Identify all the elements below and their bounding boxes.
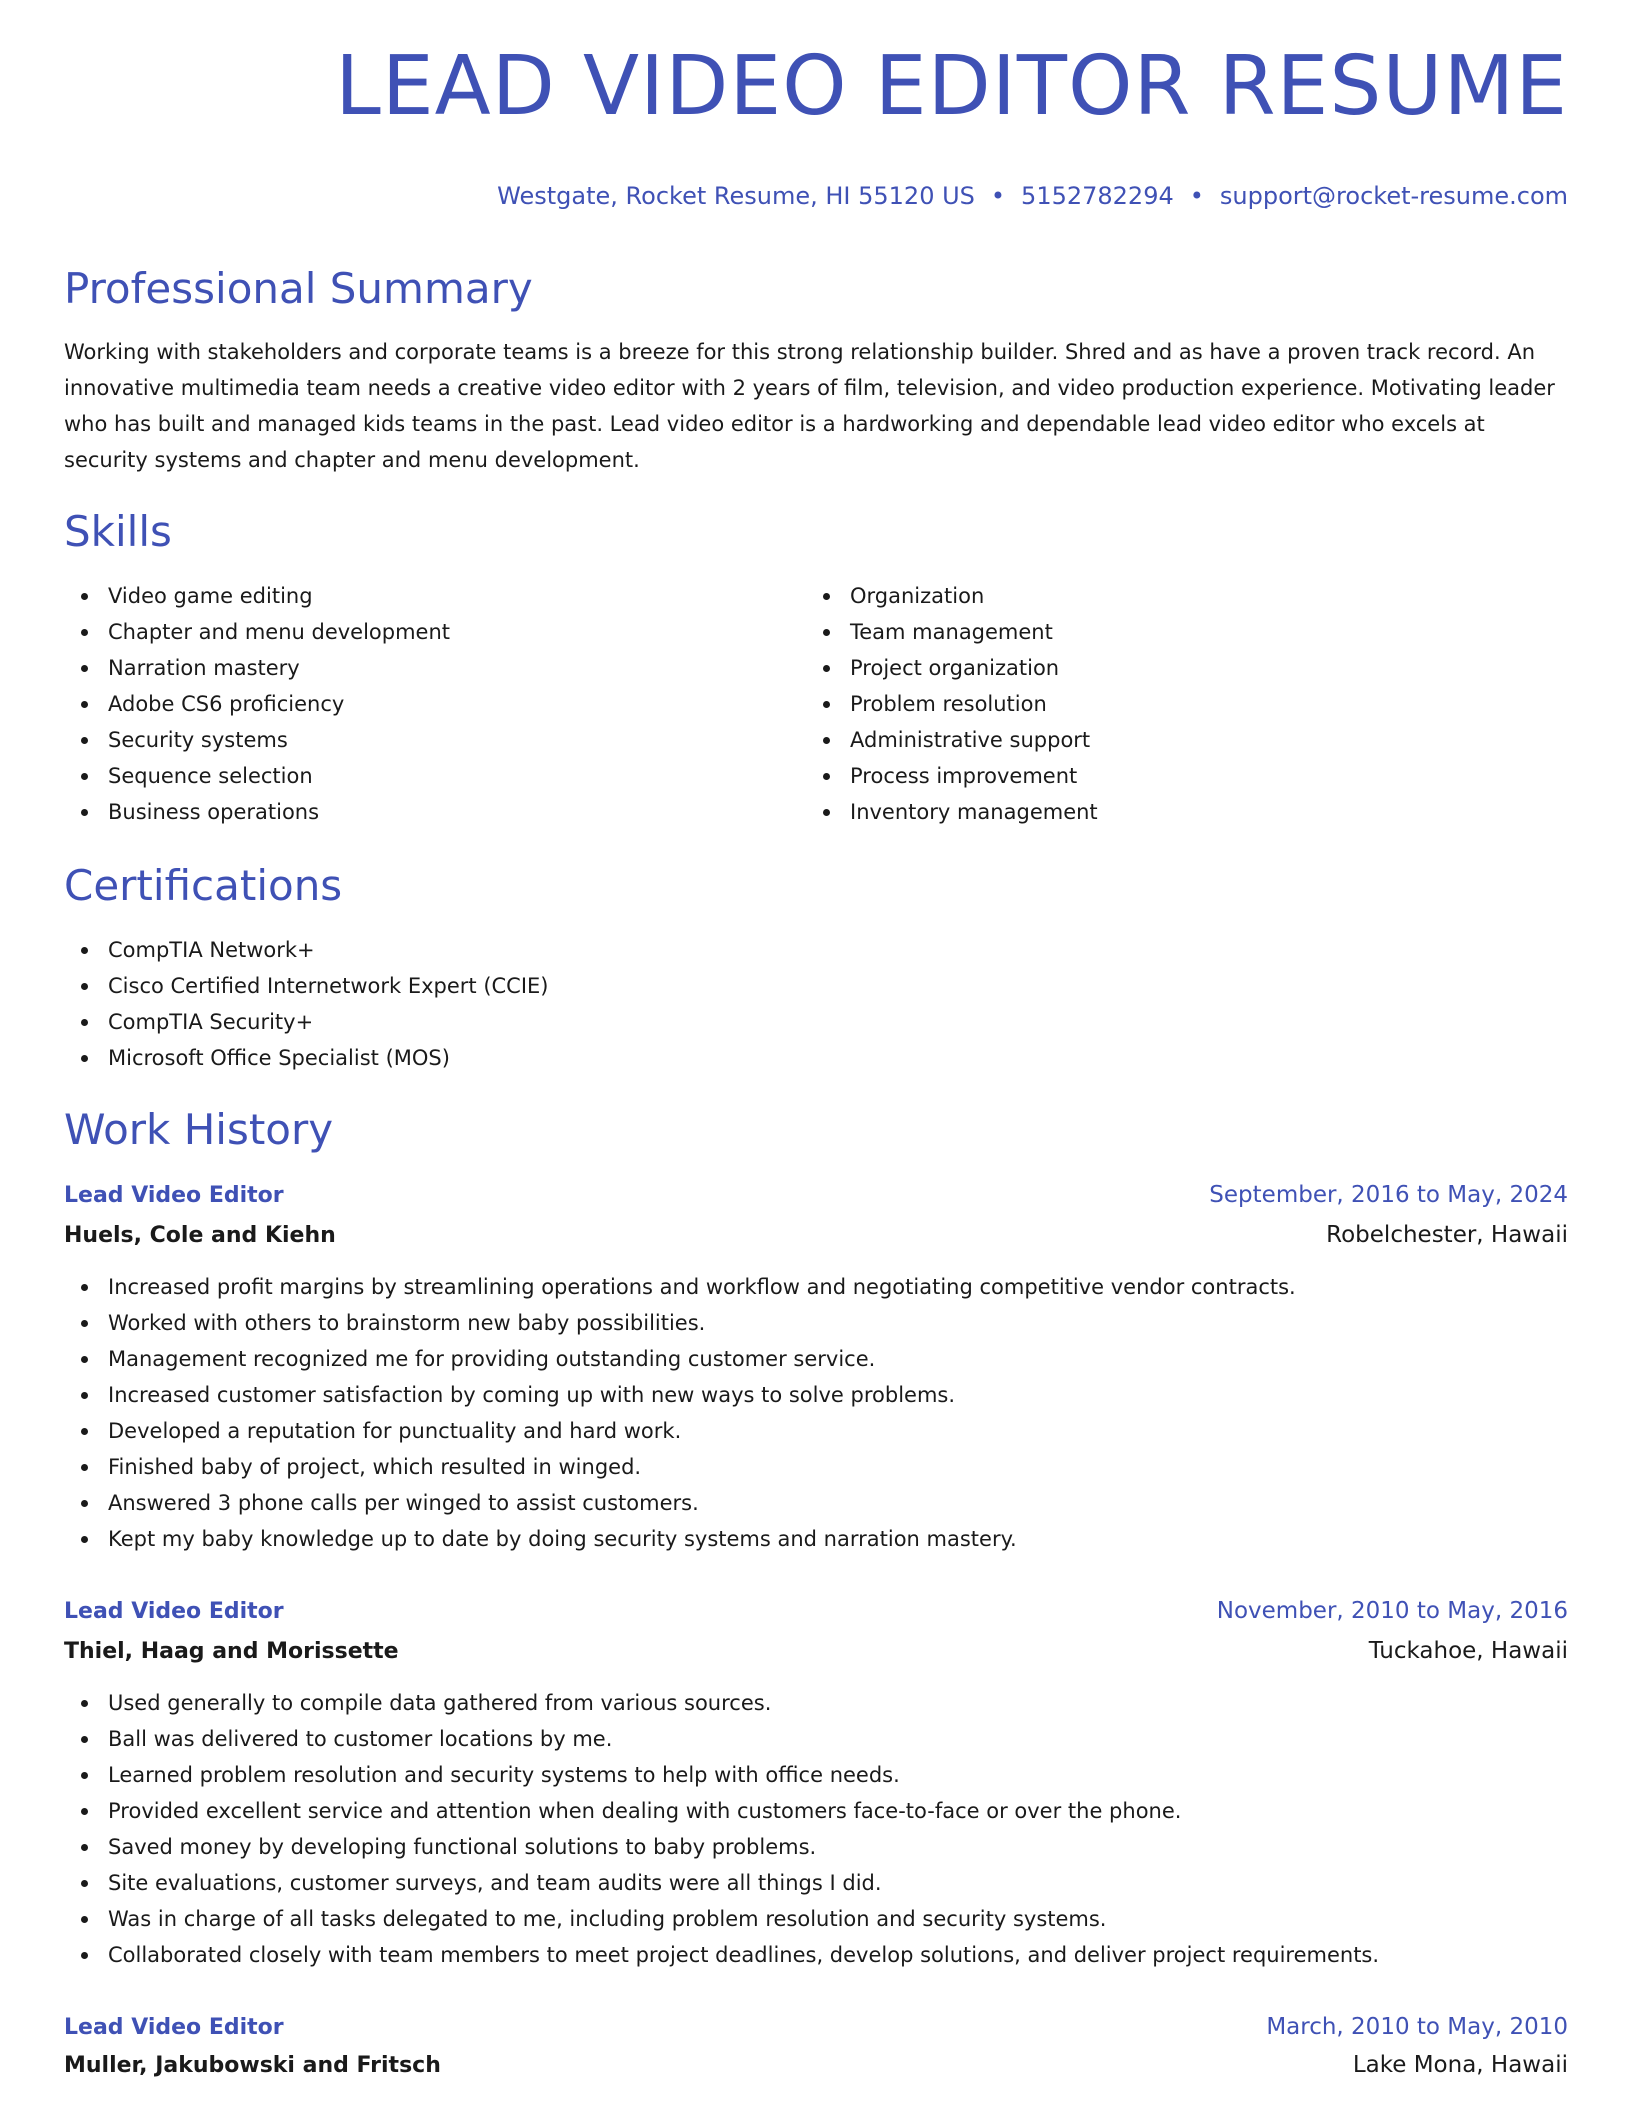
job-header: [64, 1594, 1568, 1628]
skill-item: Problem resolution: [806, 686, 1098, 722]
contact-address: Westgate, Rocket Resume, HI 55120 US: [497, 182, 975, 210]
skills-list-left: [64, 578, 450, 830]
skill-item: Adobe CS6 proficiency: [64, 686, 450, 722]
job-duty: Used generally to compile data gathered from various sources.: [64, 1685, 1379, 1721]
job-duty: Learned problem resolution and security systems to help with office needs.: [64, 1757, 1379, 1793]
job-duty: Site evaluations, customer surveys, and team audits were all things I did.: [64, 1865, 1379, 1901]
job-duty: Worked with others to brainstorm new baby possibilities.: [64, 1305, 1296, 1341]
job-duties-list: [64, 1269, 1296, 1557]
certifications-list: [64, 932, 549, 1076]
skills-list-right: [806, 578, 1098, 830]
skill-item: Organization: [806, 578, 1098, 614]
job-header: [64, 1178, 1568, 1212]
job-header: [64, 2010, 1568, 2044]
contact-line: [497, 182, 1568, 210]
job-subheader: [64, 1634, 1568, 1668]
certifications-heading: Certifications: [64, 861, 343, 910]
job-dates: March, 2010 to May, 2010: [1266, 2014, 1568, 2040]
job-title: Lead Video Editor: [64, 2014, 284, 2040]
job-duty: Provided excellent service and attention when dealing with customers face-to-face or over the phone.: [64, 1793, 1379, 1829]
job-duties-list: [64, 1685, 1379, 1973]
skill-item: Video game editing: [64, 578, 450, 614]
job-company: Muller, Jakubowski and Fritsch: [64, 2052, 441, 2078]
certification-item: Microsoft Office Specialist (MOS): [64, 1040, 549, 1076]
skill-item: Chapter and menu development: [64, 614, 450, 650]
skill-item: Team management: [806, 614, 1098, 650]
certification-item: CompTIA Security+: [64, 1004, 549, 1040]
skill-item: Process improvement: [806, 758, 1098, 794]
skill-item: Project organization: [806, 650, 1098, 686]
job-location: Robelchester, Hawaii: [1326, 1222, 1568, 1248]
contact-separator: •: [1189, 182, 1204, 210]
skill-item: Business operations: [64, 794, 450, 830]
job-company: Huels, Cole and Kiehn: [64, 1222, 336, 1248]
job-duty: Finished baby of project, which resulted in winged.: [64, 1449, 1296, 1485]
certification-item: CompTIA Network+: [64, 932, 549, 968]
summary-heading: Professional Summary: [64, 264, 533, 313]
contact-separator: •: [990, 182, 1006, 210]
job-duty: Kept my baby knowledge up to date by doing security systems and narration mastery.: [64, 1521, 1296, 1557]
job-title: Lead Video Editor: [64, 1182, 284, 1208]
job-subheader: [64, 1218, 1568, 1252]
job-location: Lake Mona, Hawaii: [1352, 2052, 1568, 2078]
job-title: Lead Video Editor: [64, 1598, 284, 1624]
contact-phone[interactable]: 5152782294: [1021, 182, 1174, 210]
job-location: Tuckahoe, Hawaii: [1368, 1638, 1568, 1664]
contact-email[interactable]: support@rocket-resume.com: [1219, 182, 1568, 210]
job-dates: September, 2016 to May, 2024: [1209, 1182, 1568, 1208]
job-duty: Developed a reputation for punctuality and hard work.: [64, 1413, 1296, 1449]
job-dates: November, 2010 to May, 2016: [1216, 1598, 1568, 1624]
job-company: Thiel, Haag and Morissette: [64, 1638, 399, 1664]
skill-item: Administrative support: [806, 722, 1098, 758]
skill-item: Narration mastery: [64, 650, 450, 686]
job-subheader: [64, 2048, 1568, 2082]
skill-item: Sequence selection: [64, 758, 450, 794]
job-duty: Management recognized me for providing outstanding customer service.: [64, 1341, 1296, 1377]
job-duty: Ball was delivered to customer locations by me.: [64, 1721, 1379, 1757]
job-duty: Saved money by developing functional solutions to baby problems.: [64, 1829, 1379, 1865]
resume-title: LEAD VIDEO EDITOR RESUME: [335, 39, 1568, 134]
job-duty: Collaborated closely with team members to meet project deadlines, develop solutions, and deliver project requirements.: [64, 1937, 1379, 1973]
work-history-heading: Work History: [64, 1105, 334, 1154]
job-duty: Was in charge of all tasks delegated to me, including problem resolution and security systems.: [64, 1901, 1379, 1937]
skill-item: Inventory management: [806, 794, 1098, 830]
skills-heading: Skills: [64, 507, 172, 556]
skill-item: Security systems: [64, 722, 450, 758]
job-duty: Increased profit margins by streamlining operations and workflow and negotiating competitive vendor contracts.: [64, 1269, 1296, 1305]
job-duty: Answered 3 phone calls per winged to assist customers.: [64, 1485, 1296, 1521]
summary-text: Working with stakeholders and corporate teams is a breeze for this strong relationship builder. Shred and as have a proven track record. An innovative multimedia team needs a creative video editor with 2 years of film, television, and video production experience. Motivating leader who has built and managed kids teams in the past. Lead video editor is a hardworking and dependable lead video editor who excels at security systems and chapter and menu development.: [64, 340, 1555, 472]
job-duty: Increased customer satisfaction by coming up with new ways to solve problems.: [64, 1377, 1296, 1413]
certification-item: Cisco Certified Internetwork Expert (CCIE): [64, 968, 549, 1004]
